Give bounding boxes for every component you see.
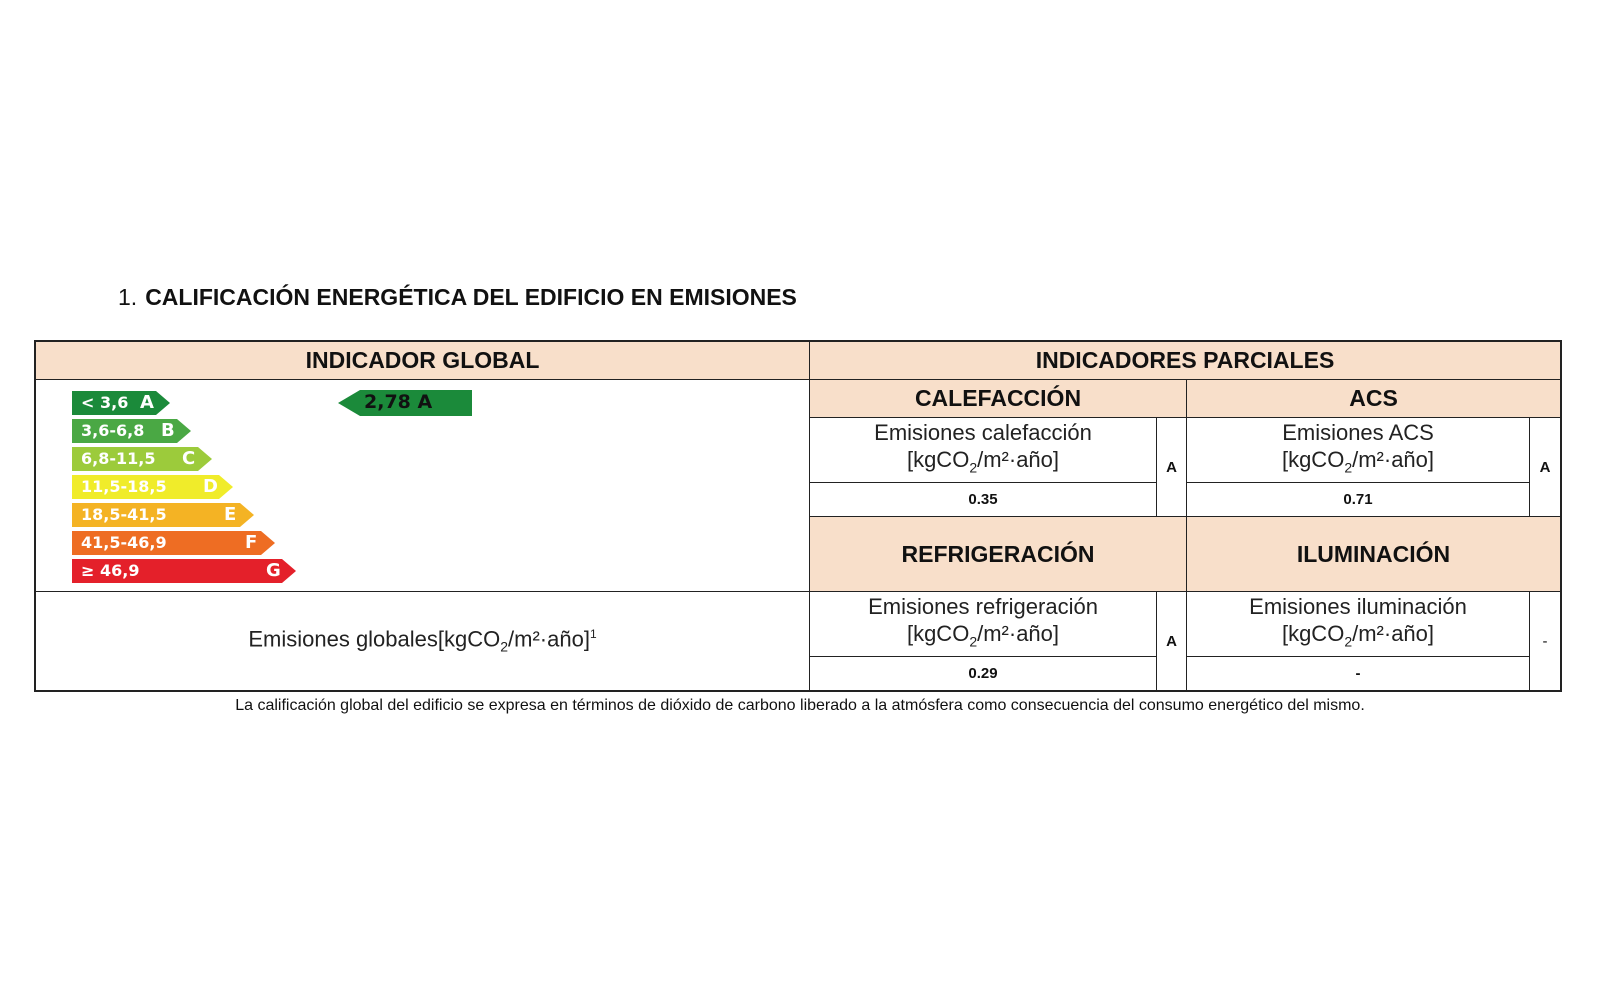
calefaccion-grade-cell xyxy=(1157,418,1187,516)
acs-unit xyxy=(1282,446,1434,481)
unit-pre: [kgCO xyxy=(906,446,970,472)
energy-scale-letter: C xyxy=(182,448,196,469)
global-emissions-unit: /m²·año] xyxy=(508,626,590,652)
iluminacion-grade-cell xyxy=(1530,592,1560,690)
global-emissions-footnote-mark: 1 xyxy=(589,627,597,642)
iluminacion-grade: - xyxy=(1542,632,1548,650)
energy-scale-bar-g xyxy=(72,559,296,583)
calefaccion-label-cell xyxy=(810,418,1157,483)
acs-header-text: ACS xyxy=(1349,385,1398,411)
calefaccion-value: 0.35 xyxy=(968,491,998,508)
iluminacion-label: Emisiones iluminación xyxy=(1249,593,1467,619)
energy-scale-range: 11,5-18,5 xyxy=(81,477,167,496)
energy-scale-letter: D xyxy=(203,476,218,497)
energy-scale-range: 18,5-41,5 xyxy=(81,505,167,524)
acs-header xyxy=(1187,380,1560,418)
energy-scale-letter: E xyxy=(224,504,237,525)
calefaccion-unit xyxy=(907,446,1059,481)
energy-scale-letter: A xyxy=(140,392,154,413)
refrigeracion-label: Emisiones refrigeración xyxy=(868,593,1098,619)
calefaccion-header-text: CALEFACCIÓN xyxy=(914,385,1082,411)
partial-indicators-header xyxy=(810,342,1560,380)
energy-scale-bar-c xyxy=(72,447,212,471)
energy-scale-bar-b xyxy=(72,419,191,443)
unit-pre: [kgCO xyxy=(1281,446,1345,472)
energy-scale-range: 3,6-6,8 xyxy=(81,421,145,440)
refrigeracion-grade: A xyxy=(1166,632,1177,650)
emissions-table xyxy=(34,340,1562,692)
global-indicator-header-text: INDICADOR GLOBAL xyxy=(305,347,540,373)
unit-sub: 2 xyxy=(1344,633,1353,650)
unit-post: /m²·año] xyxy=(977,620,1060,646)
global-emissions-label-text: Emisiones globales[kgCO xyxy=(248,626,501,652)
section-number: 1. xyxy=(118,284,138,310)
acs-value-cell xyxy=(1187,483,1530,516)
section-title xyxy=(118,284,797,311)
unit-post: /m²·año] xyxy=(977,446,1060,472)
refrigeracion-value: 0.29 xyxy=(968,665,998,682)
acs-label-cell xyxy=(1187,418,1530,483)
energy-scale-letter: G xyxy=(266,560,281,581)
acs-value: 0.71 xyxy=(1343,491,1373,508)
global-rating-indicator xyxy=(338,390,472,416)
refrigeracion-label-cell xyxy=(810,592,1157,657)
energy-scale-bar-e xyxy=(72,503,254,527)
acs-grade: A xyxy=(1539,458,1551,476)
unit-sub: 2 xyxy=(969,633,978,650)
calefaccion-header xyxy=(810,380,1187,418)
iluminacion-header-text: ILUMINACIÓN xyxy=(1296,540,1451,567)
acs-grade-cell xyxy=(1530,418,1560,516)
global-emissions-sub: 2 xyxy=(500,638,509,655)
refrigeracion-header xyxy=(810,516,1187,592)
energy-scale-range: 6,8-11,5 xyxy=(81,449,156,468)
iluminacion-header xyxy=(1187,516,1560,592)
unit-post: /m²·año] xyxy=(1352,446,1435,472)
energy-scale-range: ≥ 46,9 xyxy=(81,561,140,580)
energy-scale-letter: B xyxy=(161,420,175,441)
iluminacion-value-cell xyxy=(1187,657,1530,690)
energy-scale-bar-d xyxy=(72,475,233,499)
iluminacion-unit xyxy=(1282,620,1434,655)
energy-scale-range: 41,5-46,9 xyxy=(81,533,167,552)
refrigeracion-unit xyxy=(907,620,1059,655)
refrigeracion-header-text: REFRIGERACIÓN xyxy=(901,540,1095,567)
unit-pre: [kgCO xyxy=(1281,620,1345,646)
partial-indicators-header-text: INDICADORES PARCIALES xyxy=(1035,347,1335,373)
calefaccion-grade: A xyxy=(1166,458,1177,476)
calefaccion-label: Emisiones calefacción xyxy=(874,419,1092,445)
unit-pre: [kgCO xyxy=(906,620,970,646)
refrigeracion-value-cell xyxy=(810,657,1157,690)
iluminacion-value: - xyxy=(1355,665,1361,682)
section-title-text: CALIFICACIÓN ENERGÉTICA DEL EDIFICIO EN EMISIONES xyxy=(145,284,797,310)
energy-scale-range: < 3,6 xyxy=(81,393,129,412)
unit-sub: 2 xyxy=(969,459,978,476)
energy-scale-panel xyxy=(36,380,810,592)
calefaccion-value-cell xyxy=(810,483,1157,516)
global-rating-value: 2,78 A xyxy=(364,391,433,413)
energy-scale-bar-f xyxy=(72,531,275,555)
unit-sub: 2 xyxy=(1344,459,1353,476)
unit-post: /m²·año] xyxy=(1352,620,1435,646)
global-emissions-cell xyxy=(36,592,810,690)
footnote: La calificación global del edificio se expresa en términos de dióxido de carbono liberado a la atmósfera como consecuencia del consumo energético del mismo. xyxy=(235,697,1365,714)
global-emissions-label xyxy=(248,621,596,661)
energy-scale-letter: F xyxy=(245,532,258,553)
refrigeracion-grade-cell xyxy=(1157,592,1187,690)
acs-label: Emisiones ACS xyxy=(1282,419,1434,445)
energy-scale-bar-a xyxy=(72,391,170,415)
global-indicator-header xyxy=(36,342,810,380)
iluminacion-label-cell xyxy=(1187,592,1530,657)
